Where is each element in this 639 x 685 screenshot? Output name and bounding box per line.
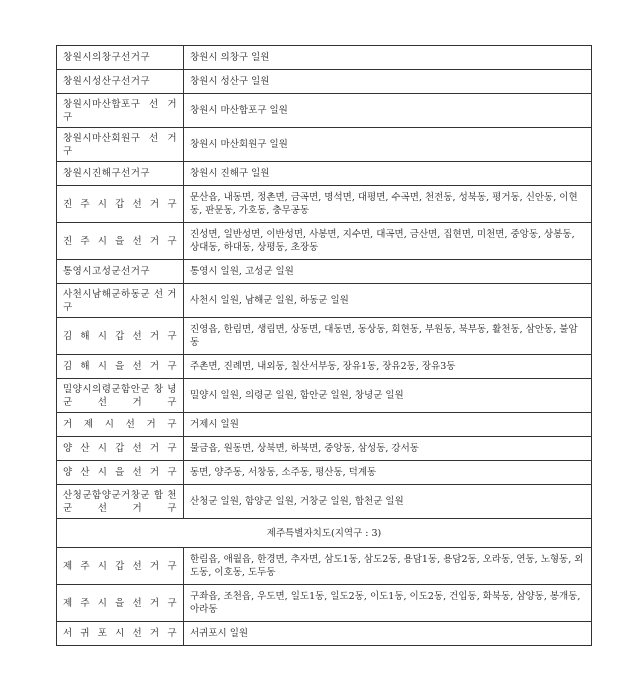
section-header-row (57, 519, 592, 548)
district-name: 창원시성산구선거구 (57, 70, 184, 94)
district-name: 김 해 시 을 선 거 구 (57, 355, 184, 379)
district-table-page (56, 45, 591, 646)
district-area: 창원시 진해구 일원 (184, 162, 592, 186)
district-area: 주촌면, 진례면, 내외동, 칠산서부동, 장유1동, 장유2동, 장유3동 (184, 355, 592, 379)
district-area: 창원시 성산구 일원 (184, 70, 592, 94)
district-area: 사천시 일원, 남해군 일원, 하동군 일원 (184, 284, 592, 318)
district-area: 물금읍, 원동면, 상북면, 하북면, 중앙동, 삼성동, 강서동 (184, 437, 592, 461)
district-name: 양 산 시 갑 선 거 구 (57, 437, 184, 461)
table-row (57, 94, 592, 128)
district-name: 창원시진해구선거구 (57, 162, 184, 186)
table-row (57, 461, 592, 485)
table-row (57, 186, 592, 223)
district-area: 문산읍, 내동면, 정촌면, 금곡면, 명석면, 대평면, 수곡면, 천전동, 성북동, 평거동, 신안동, 이현동, 판문동, 가호동, 충무공동 (184, 186, 592, 223)
table-row (57, 162, 592, 186)
electoral-district-table (56, 45, 592, 646)
district-name: 제 주 시 갑 선 거 구 (57, 548, 184, 585)
table-row (57, 585, 592, 622)
district-name: 제 주 시 을 선 거 구 (57, 585, 184, 622)
district-name: 통영시고성군선거구 (57, 260, 184, 284)
district-area: 창원시 마산회원구 일원 (184, 128, 592, 162)
district-name: 양 산 시 을 선 거 구 (57, 461, 184, 485)
district-name: 창원시마산합포구 선 거 구 (57, 94, 184, 128)
district-area: 한림읍, 애월읍, 한경면, 추자면, 삼도1동, 삼도2동, 용담1동, 용담2동, 오라동, 연동, 노형동, 외도동, 이호동, 도두동 (184, 548, 592, 585)
section-header: 제주특별자치도(지역구 : 3) (57, 519, 592, 548)
district-area: 창원시 마산합포구 일원 (184, 94, 592, 128)
table-row (57, 70, 592, 94)
district-name: 밀양시의령군함안군 창 녕 군 선 거 구 (57, 379, 184, 413)
table-row (57, 223, 592, 260)
district-name: 사천시남해군하동군 선 거 구 (57, 284, 184, 318)
district-name: 서 귀 포 시 선 거 구 (57, 622, 184, 646)
district-name: 산청군함양군거창군 합 천 군 선 거 구 (57, 485, 184, 519)
district-name: 진 주 시 을 선 거 구 (57, 223, 184, 260)
table-row (57, 622, 592, 646)
table-row (57, 548, 592, 585)
table-row (57, 128, 592, 162)
district-name: 김 해 시 갑 선 거 구 (57, 318, 184, 355)
district-area: 밀양시 일원, 의령군 일원, 함안군 일원, 창녕군 일원 (184, 379, 592, 413)
district-area: 진영읍, 한림면, 생림면, 상동면, 대동면, 동상동, 회현동, 부원동, 북부동, 활천동, 삼안동, 불암동 (184, 318, 592, 355)
district-name: 창원시마산회원구 선 거 구 (57, 128, 184, 162)
district-area: 거제시 일원 (184, 413, 592, 437)
table-row (57, 284, 592, 318)
table-row (57, 485, 592, 519)
district-area: 동면, 양주동, 서창동, 소주동, 평산동, 덕계동 (184, 461, 592, 485)
district-name: 거 제 시 선 거 구 (57, 413, 184, 437)
district-area: 구좌읍, 조천읍, 우도면, 일도1동, 일도2동, 이도1동, 이도2동, 건입동, 화북동, 삼양동, 봉개동, 아라동 (184, 585, 592, 622)
table-row (57, 46, 592, 70)
district-area: 통영시 일원, 고성군 일원 (184, 260, 592, 284)
table-row (57, 413, 592, 437)
district-area: 창원시 의창구 일원 (184, 46, 592, 70)
district-name: 진 주 시 갑 선 거 구 (57, 186, 184, 223)
district-area: 산청군 일원, 함양군 일원, 거창군 일원, 합천군 일원 (184, 485, 592, 519)
table-row (57, 355, 592, 379)
table-row (57, 379, 592, 413)
district-name: 창원시의창구선거구 (57, 46, 184, 70)
table-row (57, 318, 592, 355)
table-row (57, 260, 592, 284)
table-row (57, 437, 592, 461)
district-area: 서귀포시 일원 (184, 622, 592, 646)
district-area: 진성면, 일반성면, 이반성면, 사봉면, 지수면, 대곡면, 금산면, 집현면, 미천면, 중앙동, 상봉동, 상대동, 하대동, 상평동, 초장동 (184, 223, 592, 260)
